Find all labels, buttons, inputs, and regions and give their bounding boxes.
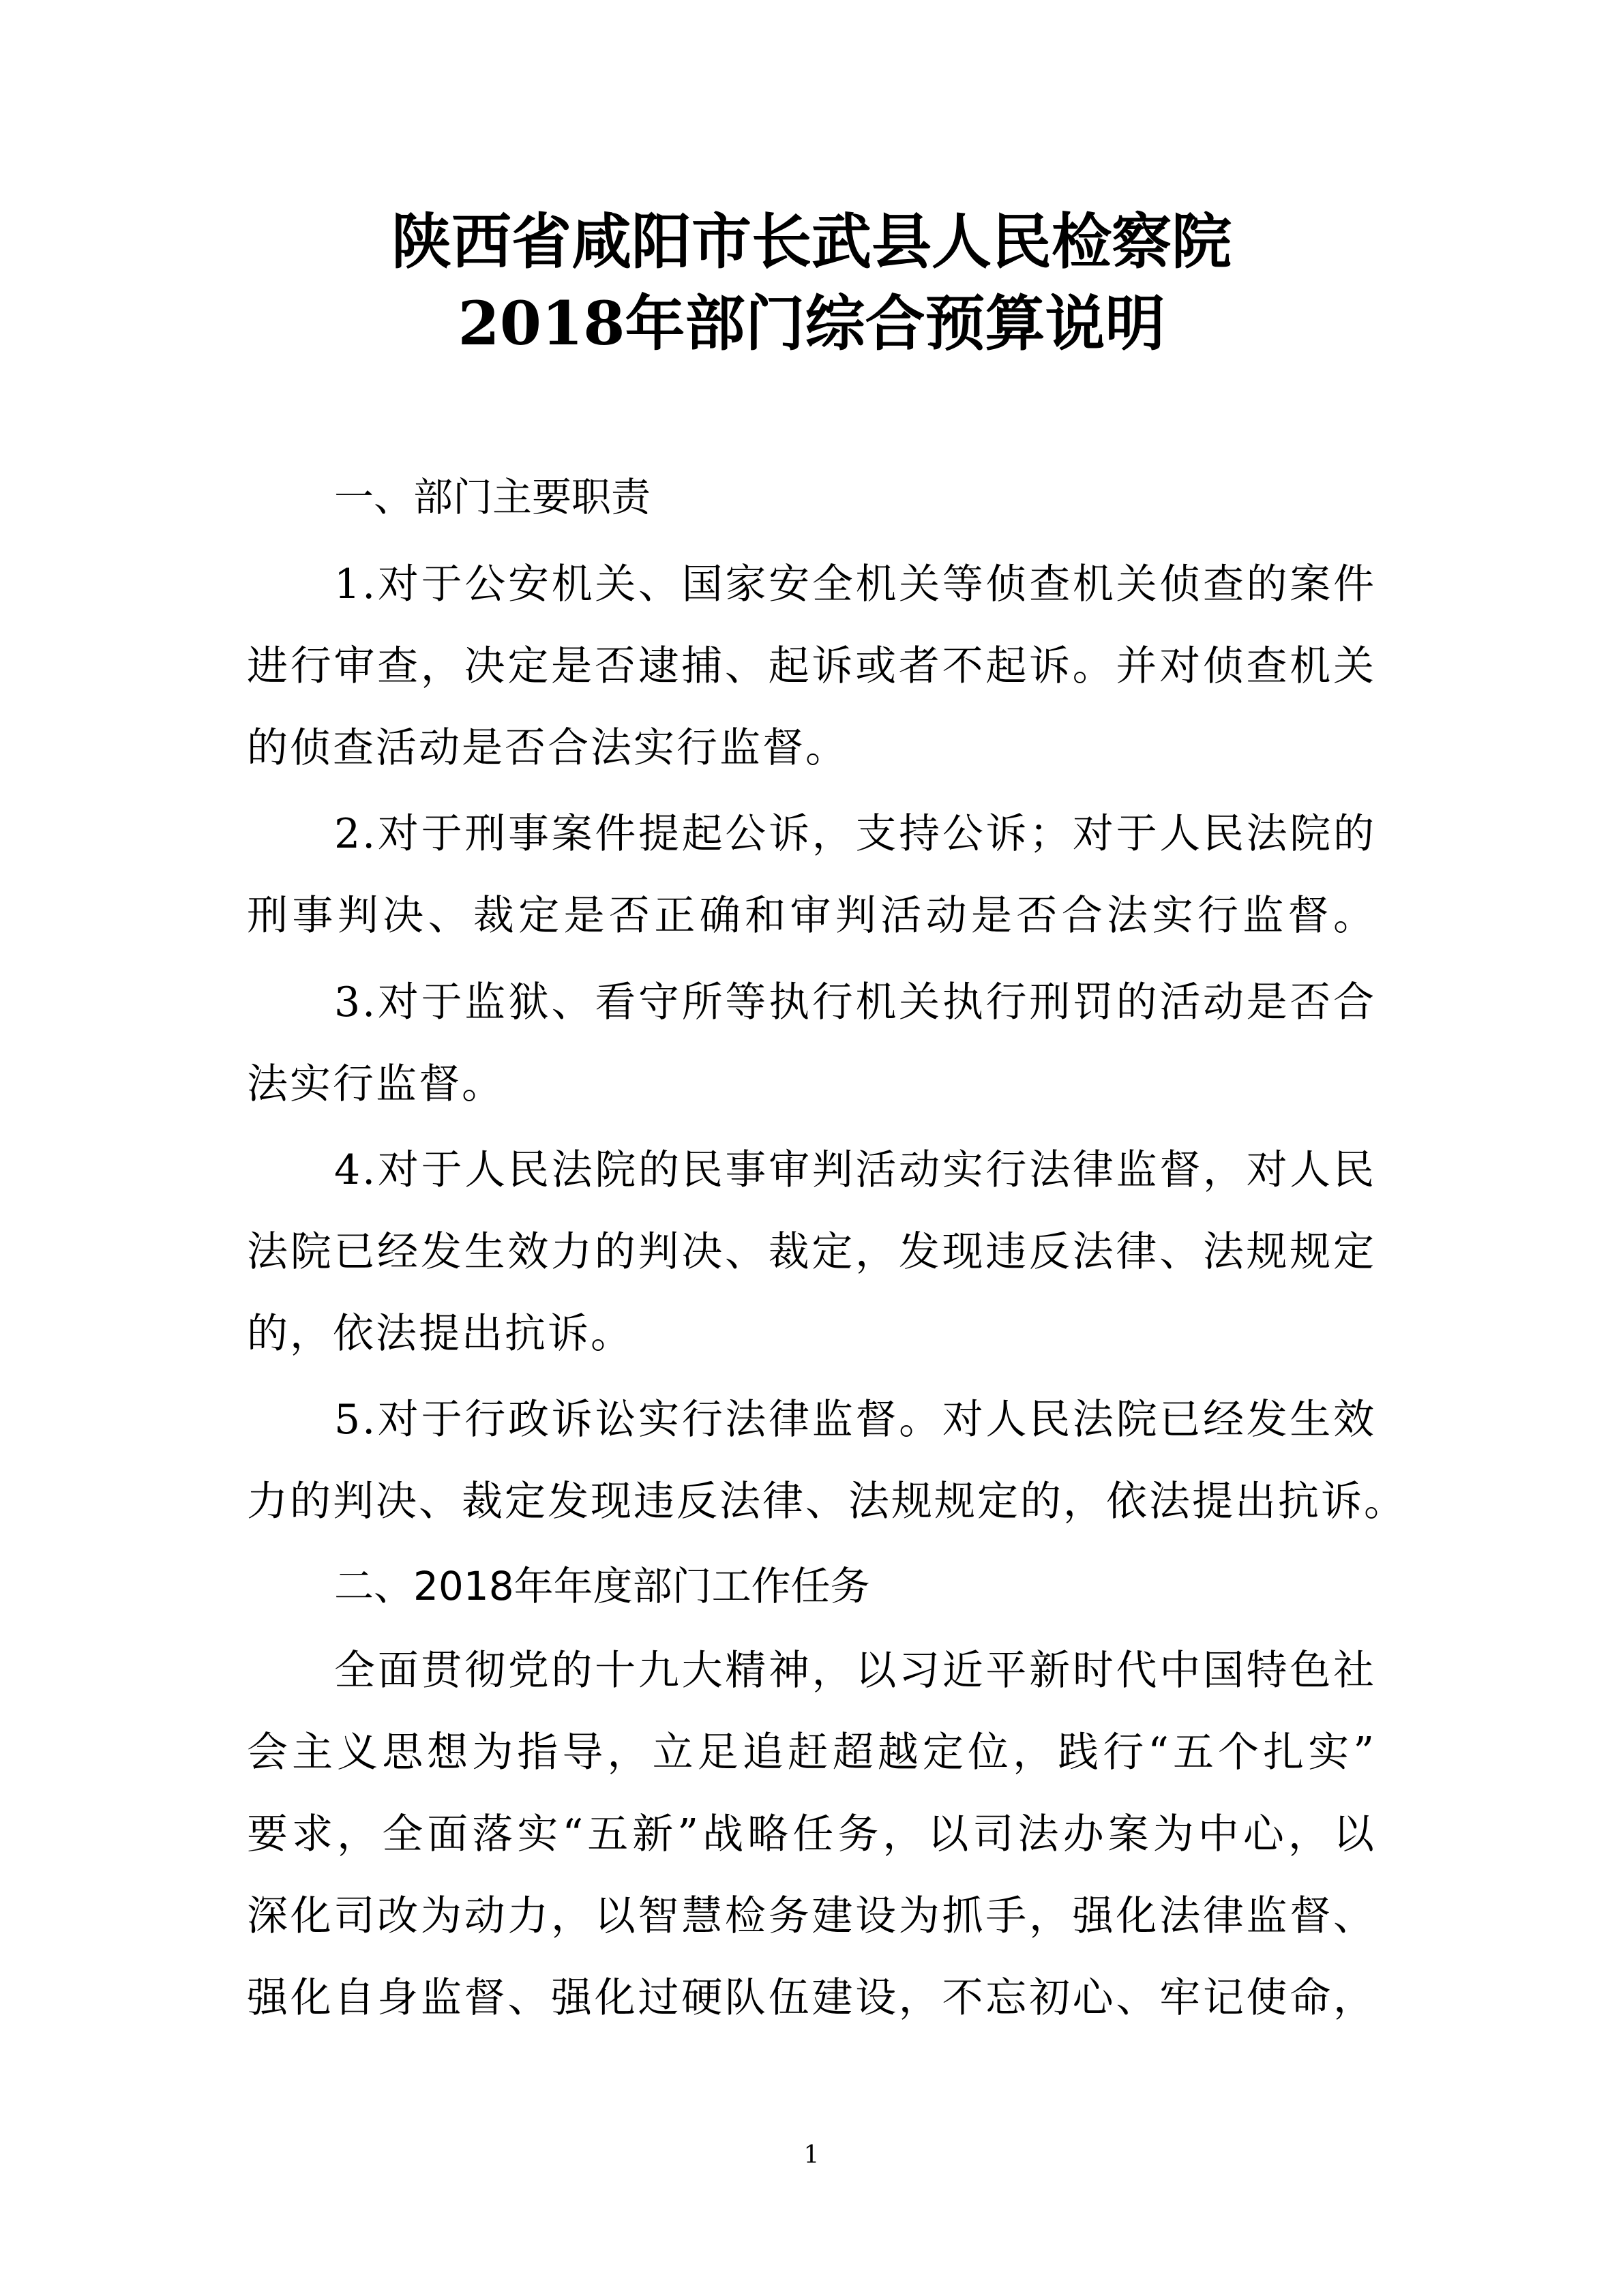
page-number: 1 (803, 2141, 820, 2169)
section2-heading: 二、2018年年度部门工作任务 (334, 1563, 870, 1609)
item3-line1: 3.对于监狱、看守所等执行机关执行刑罚的活动是否合 (334, 979, 1376, 1026)
item5-line2: 力的判决、裁定发现违反法律、法规规定的，依法提出抗诉。 (247, 1478, 1407, 1525)
document-title-line1: 陕西省咸阳市长武县人民检察院 (391, 206, 1232, 277)
section1-heading: 一、部门主要职责 (334, 474, 651, 520)
section2-line4: 深化司改为动力，以智慧检务建设为抓手，强化法律监督、 (247, 1892, 1376, 1940)
section2-line2: 会主义思想为指导，立足追赶超越定位，践行“五个扎实” (247, 1729, 1376, 1776)
section2-line3: 要求，全面落实“五新”战略任务，以司法办案为中心，以 (247, 1810, 1376, 1858)
item2-line1: 2.对于刑事案件提起公诉，支持公诉；对于人民法院的 (334, 810, 1376, 858)
item1-line2: 进行审查，决定是否逮捕、起诉或者不起诉。并对侦查机关 (247, 642, 1376, 690)
item2-line2: 刑事判决、裁定是否正确和审判活动是否合法实行监督。 (247, 892, 1376, 940)
item1-line1: 1.对于公安机关、国家安全机关等侦查机关侦查的案件 (334, 561, 1376, 608)
document-title-line2: 2018年部门综合预算说明 (458, 288, 1165, 359)
item4-line1: 4.对于人民法院的民事审判活动实行法律监督，对人民 (334, 1146, 1376, 1194)
section2-line5: 强化自身监督、强化过硬队伍建设，不忘初心、牢记使命， (247, 1974, 1376, 2022)
item4-line3: 的，依法提出抗诉。 (247, 1310, 634, 1358)
section2-line1: 全面贯彻党的十九大精神，以习近平新时代中国特色社 (334, 1647, 1376, 1695)
item4-line2: 法院已经发生效力的判决、裁定，发现违反法律、法规规定 (247, 1228, 1376, 1276)
item3-line2: 法实行监督。 (247, 1060, 505, 1108)
item5-line1: 5.对于行政诉讼实行法律监督。对人民法院已经发生效 (334, 1396, 1376, 1444)
item1-line3: 的侦查活动是否合法实行监督。 (247, 724, 848, 772)
